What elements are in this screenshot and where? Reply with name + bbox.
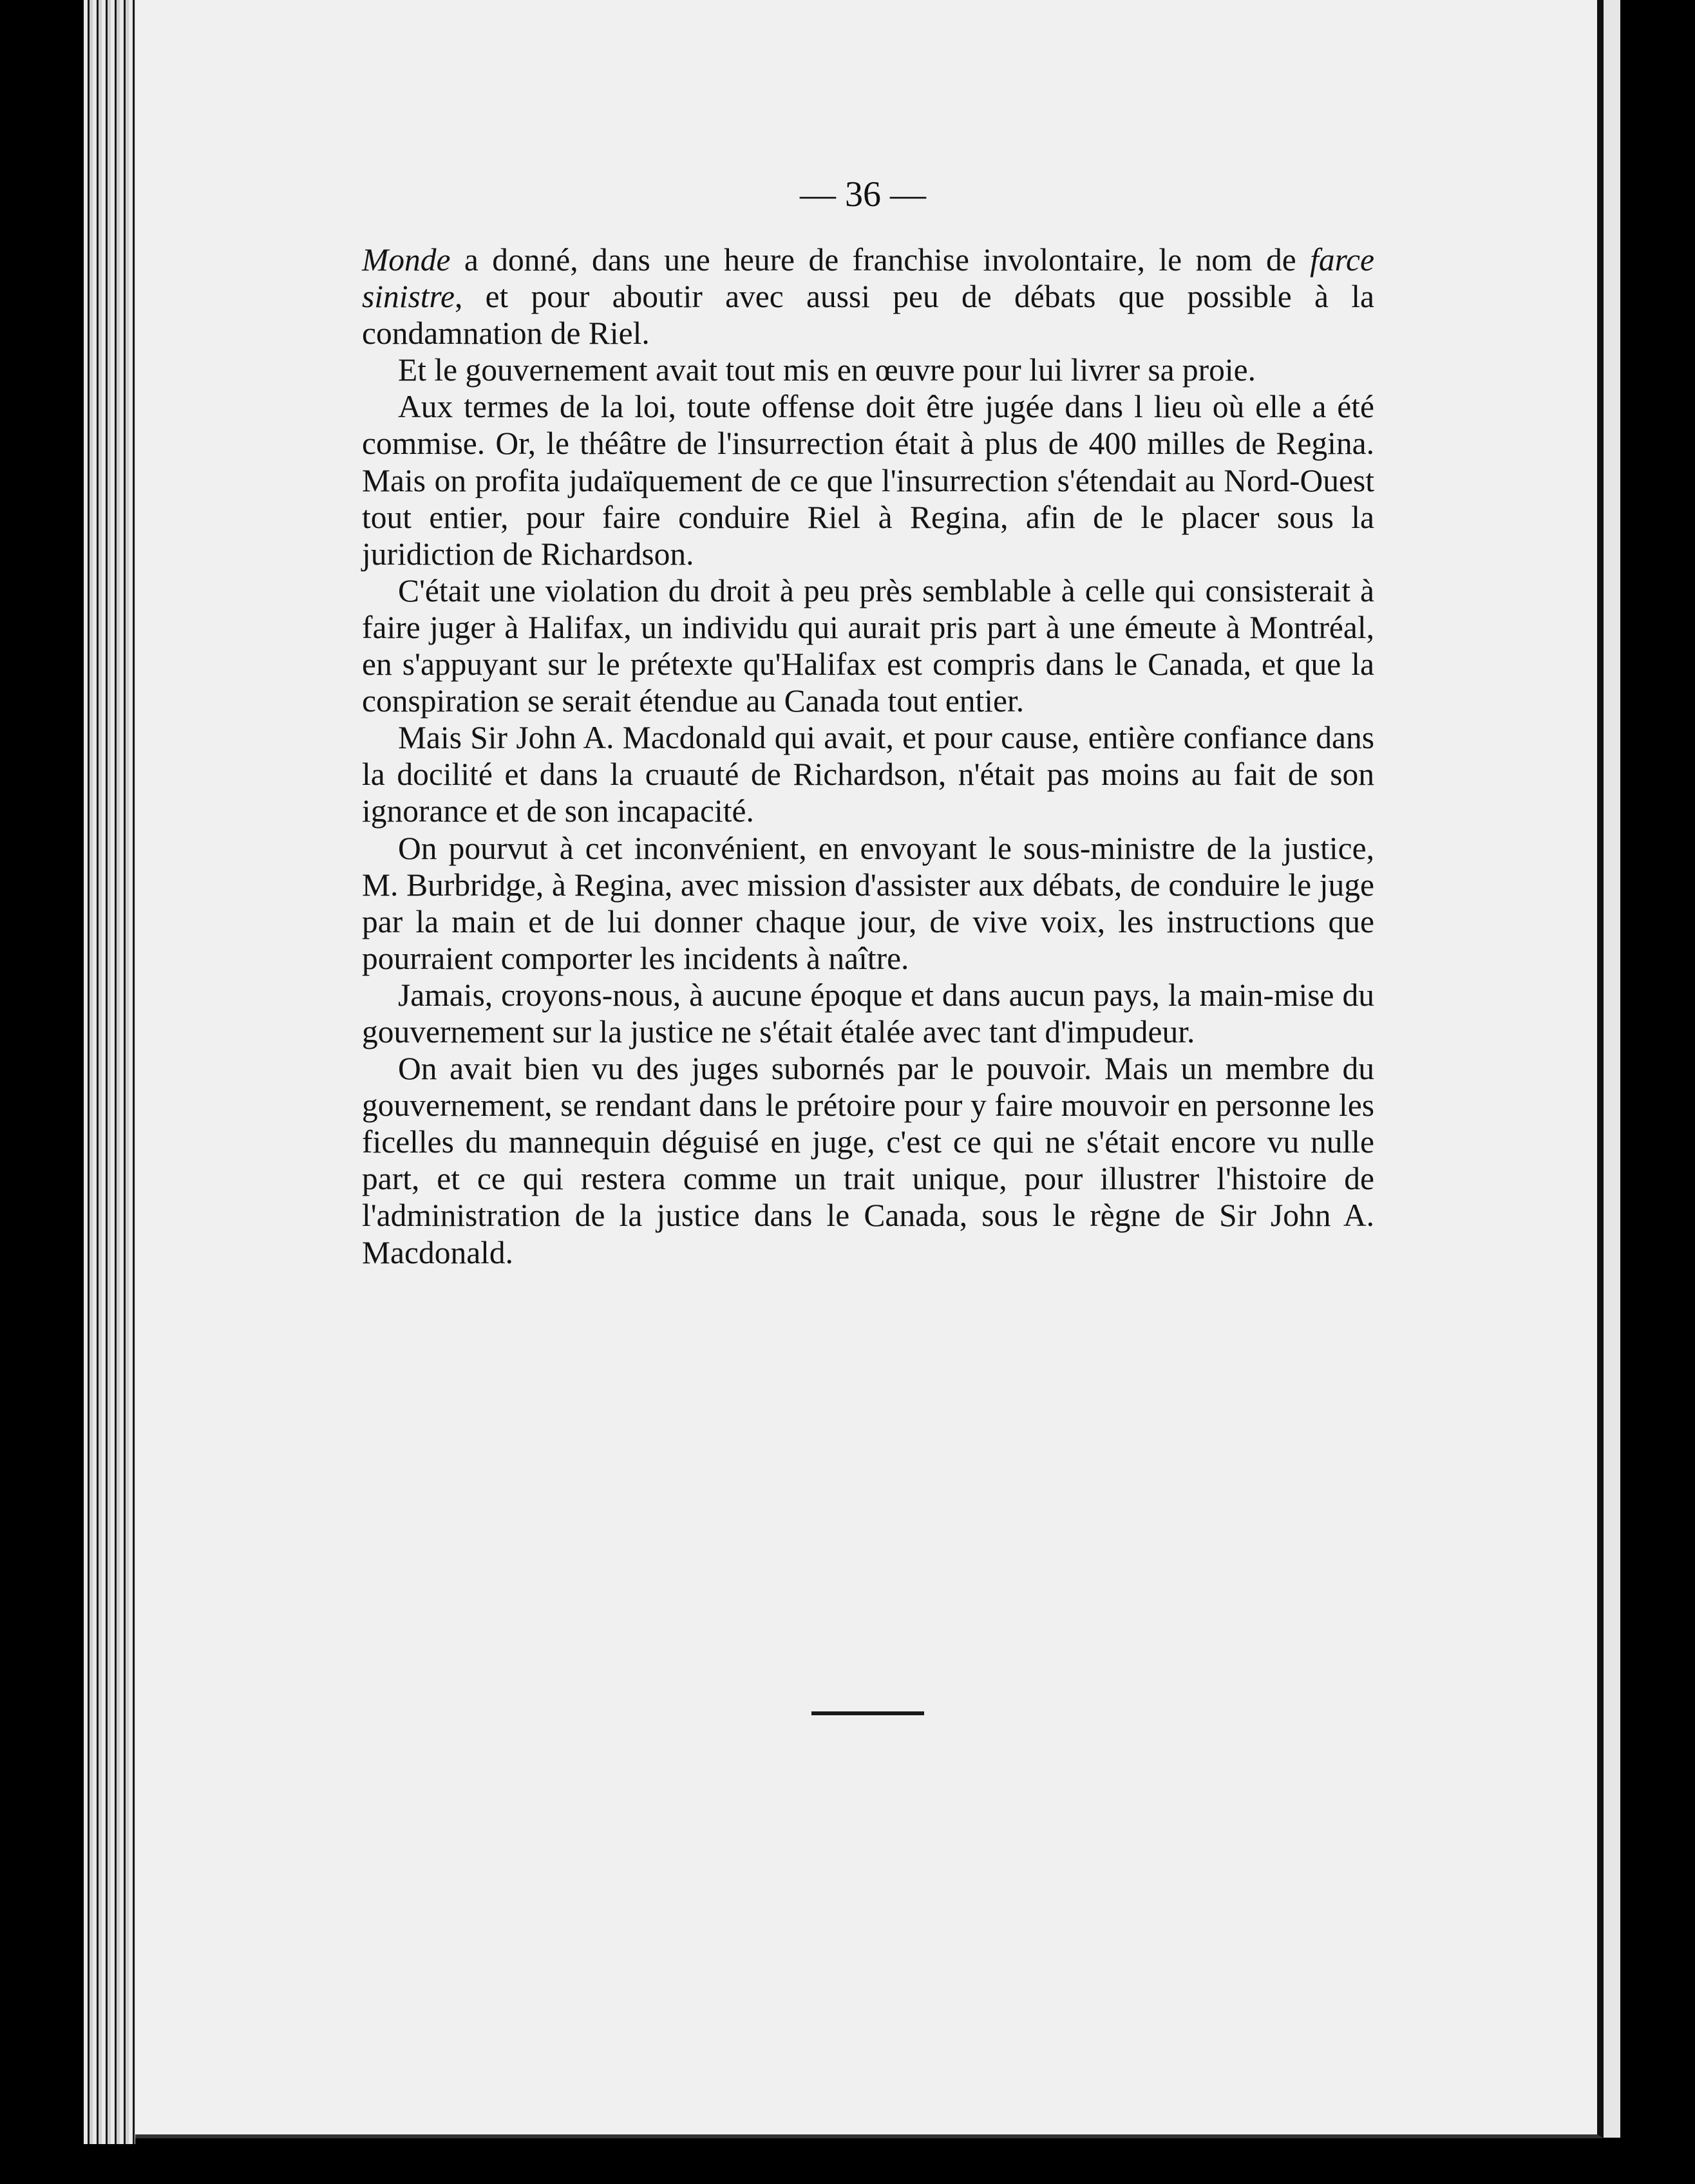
facing-page-edge (1604, 0, 1620, 2138)
paragraph-5: Mais Sir John A. Macdonald qui avait, et pour cause, entière confiance dans la docilité et dans la cruauté de Richardson, n'était pas moins au fait de son ignorance et de son incapacité. (362, 720, 1374, 829)
paragraph-1-lead: Monde (362, 242, 451, 278)
paragraph-1-emphasis: farce sinistre (362, 242, 1374, 315)
paragraph-1-tail: , et pour aboutir avec aussi peu de débats que possible à la condamnation de Riel. (362, 279, 1374, 352)
paragraph-8: On avait bien vu des juges subornés par le pouvoir. Mais un membre du gouvernement, se rendant dans le prétoire pour y faire mouvoir en personne les ficelles du mannequin déguisé en juge, c'est ce qui ne s'était encore vu nulle part, et ce qui restera comme un trait unique, pour illustrer l'histoire de l'administration de la justice dans le Canada, sous le règne de Sir John A. Macdonald. (362, 1051, 1374, 1270)
paragraph-2: Et le gouvernement avait tout mis en œuvre pour lui livrer sa proie. (398, 352, 1256, 388)
paragraph-1 (362, 241, 1374, 352)
paragraph-6: On pourvut à cet inconvénient, en envoyant le sous-ministre de la justice, M. Burbridge, à Regina, avec mission d'assister aux débats, de conduire le juge par la main et de lui donner chaque jour, de vive voix, les instructions que pourraient comporter les incidents à naître. (362, 830, 1374, 976)
page-number: — 36 — (800, 174, 926, 214)
page-stack-edge (84, 0, 135, 2144)
paragraph-3: Aux termes de la loi, toute offense doit être jugée dans l lieu où elle a été commise. Or, le théâtre de l'insurrection était à plus de 400 milles de Regina. Mais on profita judaïquement de ce que l'insurrection s'étendait au Nord-Ouest tout entier, pour faire conduire Riel à Regina, afin de le placer sous la juridiction de Richardson. (362, 389, 1374, 572)
body-text (362, 241, 1374, 1271)
paragraph-4: C'était une violation du droit à peu près semblable à celle qui consisterait à faire juger à Halifax, un individu qui aurait pris part à une émeute à Montréal, en s'appuyant sur le prétexte qu'Halifax est compris dans le Canada, et que la conspiration se serait étendue au Canada tout entier. (362, 572, 1374, 719)
paragraph-1-text: a donné, dans une heure de franchise involontaire, le nom de (450, 242, 1311, 278)
paragraph-7: Jamais, croyons-nous, à aucune époque et dans aucun pays, la main-mise du gouvernement sur la justice ne s'était étalée avec tant d'impudeur. (362, 977, 1374, 1050)
end-rule-divider (811, 1711, 924, 1715)
